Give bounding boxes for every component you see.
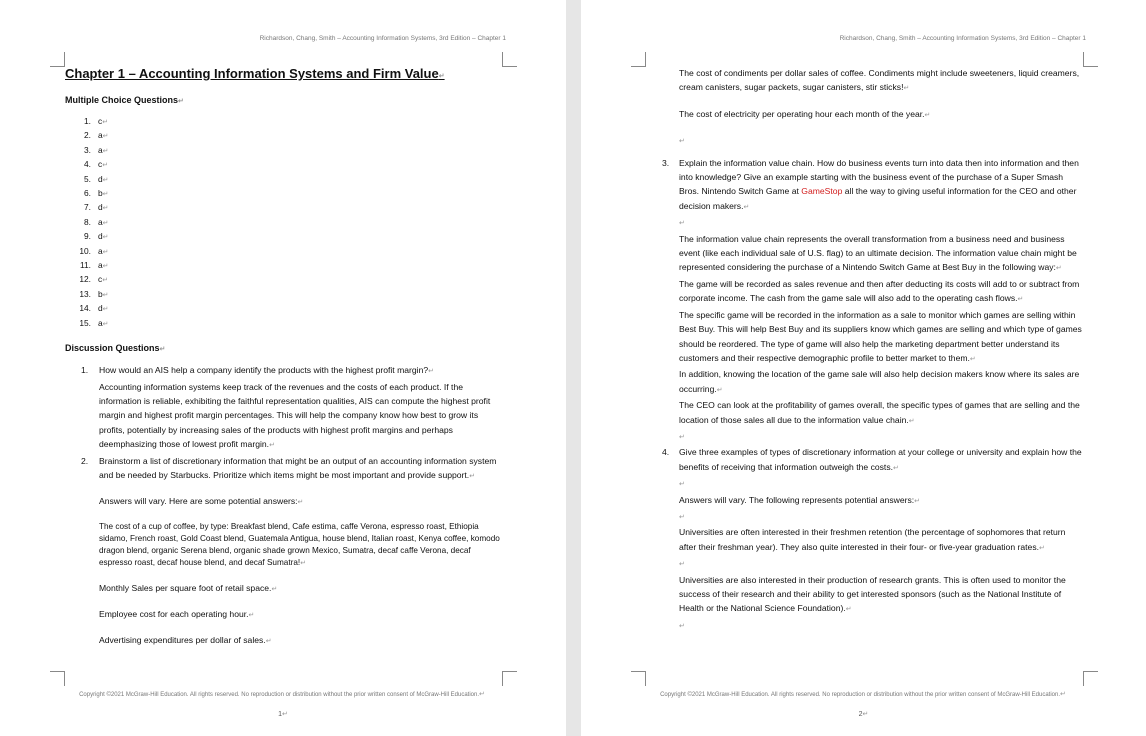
mc-answer-item: 2. a↵: [65, 129, 505, 143]
sales-item: Monthly Sales per square foot of retail space.↵: [99, 582, 278, 593]
condiments-item: The cost of condiments per dollar sales of coffee. Condiments might include sweeteners, liquid creamers, cream canisters, sugar packets, sugar canisters, stir sticks!↵: [679, 68, 1080, 93]
mc-answer-item: 13. b↵: [65, 288, 505, 302]
question-1: 1. How would an AIS help a company identify the products with the highest profit margin?↵ Accounting information systems keep track of the revenues and the costs of each product. If the information is reliable, exhibiting the faithful representation qualities, AIS can compute the highest profit margin and highest profit margin percentages. This will help the company know how best to grow its profits, potentially by increasing sales of the products with highest profit margins and perhaps deemphasizing those of lowest profit margin.↵: [65, 363, 505, 453]
mc-answer-letter: d: [98, 202, 103, 213]
mc-answer-letter: c: [98, 159, 103, 170]
mc-answer-letter: a: [98, 245, 103, 256]
mc-answer-item: 5. d↵: [65, 173, 505, 187]
question-4: 4. Give three examples of types of discretionary information at your college or university and explain how the benefits of receiving that information outweigh the costs.↵ ↵ Answers will vary. The following represents potential answers:↵ ↵ Universities are often interested in their freshmen retention (the percentage of sophomores that return after their freshman year). They also quite interested in their four- or five-year graduation rates.↵ ↵ Universities are also interested in their production of research grants. This is often used to monitor the success of their research and their ability to get interested sponsors (such as the National Institute of Health or the National Science Foundation).↵ ↵: [659, 445, 1084, 634]
crop-mark-bottom-right: [502, 671, 517, 686]
mc-answer-number: 4.: [84, 159, 91, 170]
mc-answer-letter: a: [98, 130, 103, 141]
employee-cost-item: Employee cost for each operating hour.↵: [99, 608, 255, 619]
mc-answer-number: 11.: [79, 260, 91, 271]
mc-answer-letter: c: [98, 274, 103, 285]
crop-mark-bottom-left: [50, 671, 65, 686]
advertising-item: Advertising expenditures per dollar of sales.↵: [99, 635, 272, 646]
chapter-title: Chapter 1 – Accounting Information Systems and Firm Value↵: [65, 66, 445, 81]
mc-answer-item: 14. d↵: [65, 302, 505, 316]
document-page-2: [581, 0, 1146, 736]
question-4-intro: Answers will vary. The following represents potential answers:↵: [679, 494, 921, 505]
mc-answer-letter: b: [98, 188, 103, 199]
mc-heading: Multiple Choice Questions↵: [65, 95, 184, 105]
mc-answer-item: 3. a↵: [65, 144, 505, 158]
mc-answer-number: 10.: [79, 245, 91, 256]
crop-mark-top-right: [1083, 52, 1098, 67]
mc-answer-number: 1.: [84, 116, 91, 126]
question-4-answer-1: Universities are often interested in their freshmen retention (the percentage of sophomores that return after their freshman year). They also quite interested in their four- or five-year graduation rates.↵: [679, 527, 1066, 552]
crop-mark-bottom-right: [1083, 671, 1098, 686]
mc-answer-letter: a: [98, 216, 103, 227]
question-3: 3. Explain the information value chain. How do business events turn into data then into information and then into knowledge? Give an example starting with the business event of the purchase of a Super Smash Bros. Nintendo Switch Game at GameStop all the way to giving useful information for the CEO and other decision makers.↵ ↵ The information value chain represents the overall transformation from a business need and business event (like each individual sale of U.S. flag) to an ultimate decision. The information value chain might be represented considering the purchase of a Nintendo Switch Game at Best Buy in the following way:↵ The game will be recorded as sales revenue and then after deducting its costs will add to or subtract from corporate income. The cash from the game sale will also add to the operating cash flows.↵ The specific game will be recorded in the information as a sale to monitor which games are selling within Best Buy. This will help Best Buy and its suppliers know which games are selling and which type of games should be reordered. The type of game will also help the marketing department better understand its customers and their respective demographic profile to better market to them.↵ In addition, knowing the location of the game sale will also help decision makers know where its sales are occurring.↵ The CEO can look at the profitability of games overall, the specific types of games that are selling and the location of those sales all due to the information value chain.↵ ↵: [659, 156, 1084, 446]
mc-answer-item: 15. a↵: [65, 317, 505, 331]
question-3-answer-1: The information value chain represents the overall transformation from a business need and business event (like each individual sale of U.S. flag) to an ultimate decision. The information value chain might be represented considering the purchase of a Nintendo Switch Game at Best Buy in the following way:↵: [679, 233, 1077, 273]
mc-answer-item: 6. b↵: [65, 187, 505, 201]
crop-mark-top-left: [50, 52, 65, 67]
mc-answer-item: 4. c↵: [65, 158, 505, 172]
question-1-answer: Accounting information systems keep track of the revenues and the costs of each product. If the information is reliable, exhibiting the faithful representation qualities, AIS can compute the highest profit margin and highest profit margin percentages. This will help the company know how best to grow its profits, potentially by increasing sales of the products with highest profit margins and perhaps deemphasizing those of lowest profit margin.↵: [99, 381, 491, 450]
mc-answer-letter: a: [98, 144, 103, 155]
mc-answer-item: 11. a↵: [65, 259, 505, 273]
question-3-answer-2: The game will be recorded as sales revenue and then after deducting its costs will add to or subtract from corporate income. The cash from the game sale will also add to the operating cash flows.↵: [679, 278, 1080, 304]
mc-answer-letter: c: [98, 116, 103, 126]
mc-answer-letter: d: [98, 173, 103, 184]
mc-answer-letter: b: [98, 288, 103, 299]
crop-mark-bottom-left: [631, 671, 646, 686]
page-2-body: The cost of condiments per dollar sales of coffee. Condiments might include sweeteners, liquid creamers, cream canisters, sugar packets, sugar canisters, stir sticks!↵ The cost of electricity per operating hour each month of the year.↵ ↵ 3. Explain the information value chain. How do business events turn into data then into information and then into knowledge? Give an example starting with the business event of the purchase of a Super Smash Bros. Nintendo Switch Game at GameStop all the way to giving useful information for the CEO and other decision makers.↵ ↵ The information value chain represents the overall transformation from a business need and business event (like each individual sale of U.S. flag) to an ultimate decision. The information value chain might be represented considering the purchase of a Nintendo Switch Game at Best Buy in the following way:↵ The game will be recorded as sales revenue and then after deducting its costs will add to or subtract from corporate income. The cash from the game sale will also add to the operating cash flows.↵ The specific game will be recorded in the information as a sale to monitor which games are selling within Best Buy. This will help Best Buy and its suppliers know which games are selling and which type of games should be reordered. The type of game will also help the marketing department better understand its customers and their respective demographic profile to better market to them.↵ In addition, knowing the location of the game sale will also help decision makers know where its sales are occurring.↵ The CEO can look at the profitability of games overall, the specific types of games that are selling and the location of those sales all due to the information value chain.↵ ↵ 4. Give three examples of types of discretionary information at your college or university and explain how the benefits of receiving that information outweigh the costs.↵ ↵ Answers will vary. The following represents potential answers:↵ ↵ Universities are often interested in their freshmen retention (the percentage of sophomores that return after their freshman year). They also quite interested in their four- or five-year graduation rates.↵ ↵ Universities are also interested in their production of research grants. This is often used to monitor the success of their research and their ability to get interested sponsors (such as the National Institute of Health or the National Science Foundation).↵ ↵: [659, 66, 1084, 634]
coffee-cost-item: The cost of a cup of coffee, by type: Breakfast blend, Cafe estima, caffe Verona, espresso roast, Ethiopia sidamo, French roast, Gold Coast blend, Guatemala Antigua, house blend, Italian roast, Kenya coffee, komodo dragon blend, organic Serena blend, organic shade grown Mexico, Sumatra, decaf caffe Verona, decaf espresso roast, decaf house blend, and decaf Sumatra!↵: [99, 521, 500, 568]
page-1-body: [65, 66, 505, 650]
mc-answer-item: 1. c↵: [65, 115, 505, 129]
copyright-footer: Copyright ©2021 McGraw-Hill Education. All rights reserved. No reproduction or distribution without the prior written consent of McGraw-Hill Education.↵: [79, 691, 485, 698]
mc-answer-letter: a: [98, 317, 103, 328]
electricity-item: The cost of electricity per operating hour each month of the year.↵: [679, 108, 931, 119]
mc-answer-list: [65, 115, 505, 331]
mc-answer-number: 2.: [84, 130, 91, 141]
question-4-answer-2: Universities are also interested in their production of research grants. This is often used to monitor the success of their research and their ability to get interested sponsors (such as the National Institute of Health or the National Science Foundation).↵: [679, 574, 1066, 614]
crop-mark-top-right: [502, 52, 517, 67]
question-3-answer-3: The specific game will be recorded in the information as a sale to monitor which games are selling within Best Buy. This will help Best Buy and its suppliers know which games are selling and which type of games should be reordered. The type of game will also help the marketing department better understand its customers and their respective demographic profile to better market to them.↵: [679, 309, 1082, 363]
mc-answer-number: 7.: [84, 202, 91, 213]
mc-answer-number: 12.: [79, 274, 91, 285]
running-header: Richardson, Chang, Smith – Accounting Information Systems, 3rd Edition – Chapter 1: [839, 35, 1086, 42]
crop-mark-top-left: [631, 52, 646, 67]
mc-answer-number: 8.: [84, 216, 91, 227]
mc-answer-letter: d: [98, 303, 103, 314]
question-3-answer-5: The CEO can look at the profitability of games overall, the specific types of games that are selling and the location of those sales all due to the information value chain.↵: [679, 400, 1080, 425]
question-3-text: Explain the information value chain. How do business events turn into data then into information and then into knowledge? Give an example starting with the business event of the purchase of a Super Smash Bros. Nintendo Switch Game at GameStop all the way to giving useful information for the CEO and other decision makers.↵: [679, 157, 1079, 211]
page-number: 1↵: [278, 711, 288, 718]
mc-answer-number: 5.: [84, 173, 91, 184]
page-number: 2↵: [858, 711, 869, 718]
mc-answer-item: 12. c↵: [65, 273, 505, 287]
mc-answer-number: 14.: [79, 303, 91, 314]
mc-answer-number: 3.: [84, 144, 91, 155]
mc-answer-number: 9.: [84, 231, 91, 242]
mc-answer-number: 6.: [84, 188, 91, 199]
running-header: Richardson, Chang, Smith – Accounting Information Systems, 3rd Edition – Chapter 1: [259, 35, 506, 42]
mc-answer-item: 10. a↵: [65, 245, 505, 259]
question-2: 2. Brainstorm a list of discretionary information that might be an output of an accounting information system and be needed by Starbucks. Prioritize which items might be most important and provide support.↵: [65, 454, 505, 485]
question-4-text: Give three examples of types of discretionary information at your college or university and explain how the benefits of receiving that information outweigh the costs.↵: [679, 447, 1082, 472]
mc-answer-item: 9. d↵: [65, 230, 505, 244]
question-2-intro: Answers will vary. Here are some potential answers:↵: [99, 496, 304, 507]
document-page-1: [0, 0, 566, 736]
copyright-footer: Copyright ©2021 McGraw-Hill Education. All rights reserved. No reproduction or distribution without the prior written consent of McGraw-Hill Education.↵: [660, 691, 1066, 698]
dq-heading: Discussion Questions↵: [65, 343, 166, 354]
question-2-text: Brainstorm a list of discretionary information that might be an output of an accounting information system and be needed by Starbucks. Prioritize which items might be most important and provide support.↵: [99, 455, 497, 480]
gamestop-text: GameStop: [801, 186, 843, 197]
question-3-answer-4: In addition, knowing the location of the game sale will also help decision makers know where its sales are occurring.↵: [679, 369, 1080, 394]
question-1-text: How would an AIS help a company identify the products with the highest profit margin?↵: [99, 365, 435, 376]
mc-answer-number: 15.: [79, 317, 91, 328]
mc-answer-item: 7. d↵: [65, 201, 505, 215]
mc-answer-number: 13.: [79, 288, 91, 299]
mc-answer-letter: d: [98, 231, 103, 242]
mc-answer-letter: a: [98, 260, 103, 271]
mc-answer-item: 8. a↵: [65, 216, 505, 230]
